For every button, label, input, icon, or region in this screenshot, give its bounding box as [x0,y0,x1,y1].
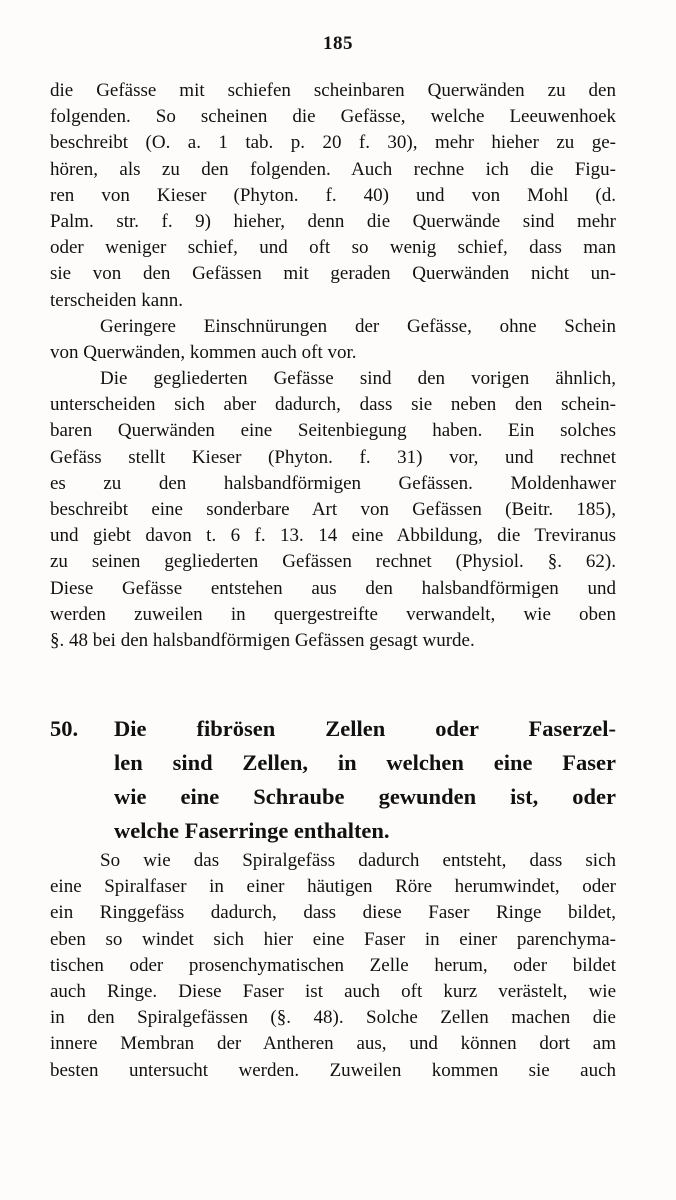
text-line: beschreibt eine sonderbare Art von Gefässen (Beitr. 185), [50,499,616,520]
text-line: Die gegliederten Gefässe sind den vorigen ähnlich, [100,368,616,390]
text-line: innere Membran der Antheren aus, und können dort am [50,1033,616,1055]
text-line: Geringere Einschnürungen der Gefässe, ohne Schein [100,315,616,337]
text-line: beschreibt (O. a. 1 tab. p. 20 f. 30), mehr hieher zu ge- [50,132,616,154]
text-line: §. 48 bei den halsbandförmigen Gefässen gesagt wurde. [50,629,475,651]
paragraph [50,78,616,314]
text-line: zu seinen gegliederten Gefässen rechnet (Physiol. §. 62). [50,551,616,573]
paragraph [50,314,616,366]
text-line: Diese Gefässe entstehen aus den halsbandförmigen und [50,577,616,599]
text-line: folgenden. So scheinen die Gefässe, welche Leeuwenhoek [50,106,616,128]
text-line: von Querwänden, kommen auch oft vor. [50,341,357,363]
text-line: baren Querwänden eine Seitenbiegung haben. Ein solches [50,420,616,442]
section-heading-text [114,712,616,848]
text-line: Palm. str. f. 9) hieher, denn die Querwände sind mehr [50,210,616,232]
text-line: unterscheiden sich aber dadurch, dass sie neben den schein- [50,394,616,416]
text-block-top [50,78,616,654]
text-line: eben so windet sich hier eine Faser in einer parenchyma- [50,928,616,950]
text-line: sie von den Gefässen mit geraden Querwänden nicht un- [50,263,616,285]
heading-line: welche Faserringe enthalten. [114,818,390,843]
text-line: und giebt davon t. 6 f. 13. 14 eine Abbildung, die Treviranus [50,525,616,547]
text-line: hören, als zu den folgenden. Auch rechne ich die Figu- [50,158,616,180]
text-line: oder weniger schief, und oft so wenig schief, dass man [50,237,616,259]
text-line: terscheiden kann. [50,289,183,311]
text-line: es zu den halsbandförmigen Gefässen. Moldenhawer [50,472,616,494]
text-line: die Gefässe mit schiefen scheinbaren Querwänden zu den [50,80,616,101]
paragraph [50,366,616,654]
text-line: besten untersucht werden. Zuweilen kommen sie auch [50,1059,616,1081]
heading-line: wie eine Schraube gewunden ist, oder [114,784,616,809]
heading-line: len sind Zellen, in welchen eine Faser [114,750,616,775]
section-body [50,848,616,1084]
text-line: So wie das Spiralgefäss dadurch entsteht, dass sich [100,850,616,871]
text-line: Gefäss stellt Kieser (Phyton. f. 31) vor, und rechnet [50,446,616,468]
page-number: 185 [323,33,353,54]
text-line: tischen oder prosenchymatischen Zelle herum, oder bildet [50,954,616,976]
text-line: eine Spiralfaser in einer häutigen Röre herumwindet, oder [50,876,616,898]
text-line: ein Ringgefäss dadurch, dass diese Faser Ringe bildet, [50,902,616,924]
text-line: werden zuweilen in quergestreifte verwandelt, wie oben [50,603,616,625]
text-line: ren von Kieser (Phyton. f. 40) und von Mohl (d. [50,184,616,206]
text-line: in den Spiralgefässen (§. 48). Solche Zellen machen die [50,1007,616,1029]
heading-line: Die fibrösen Zellen oder Faserzel- [114,716,616,741]
text-line: auch Ringe. Diese Faser ist auch oft kurz verästelt, wie [50,980,616,1002]
section-number: 50. [50,716,79,741]
